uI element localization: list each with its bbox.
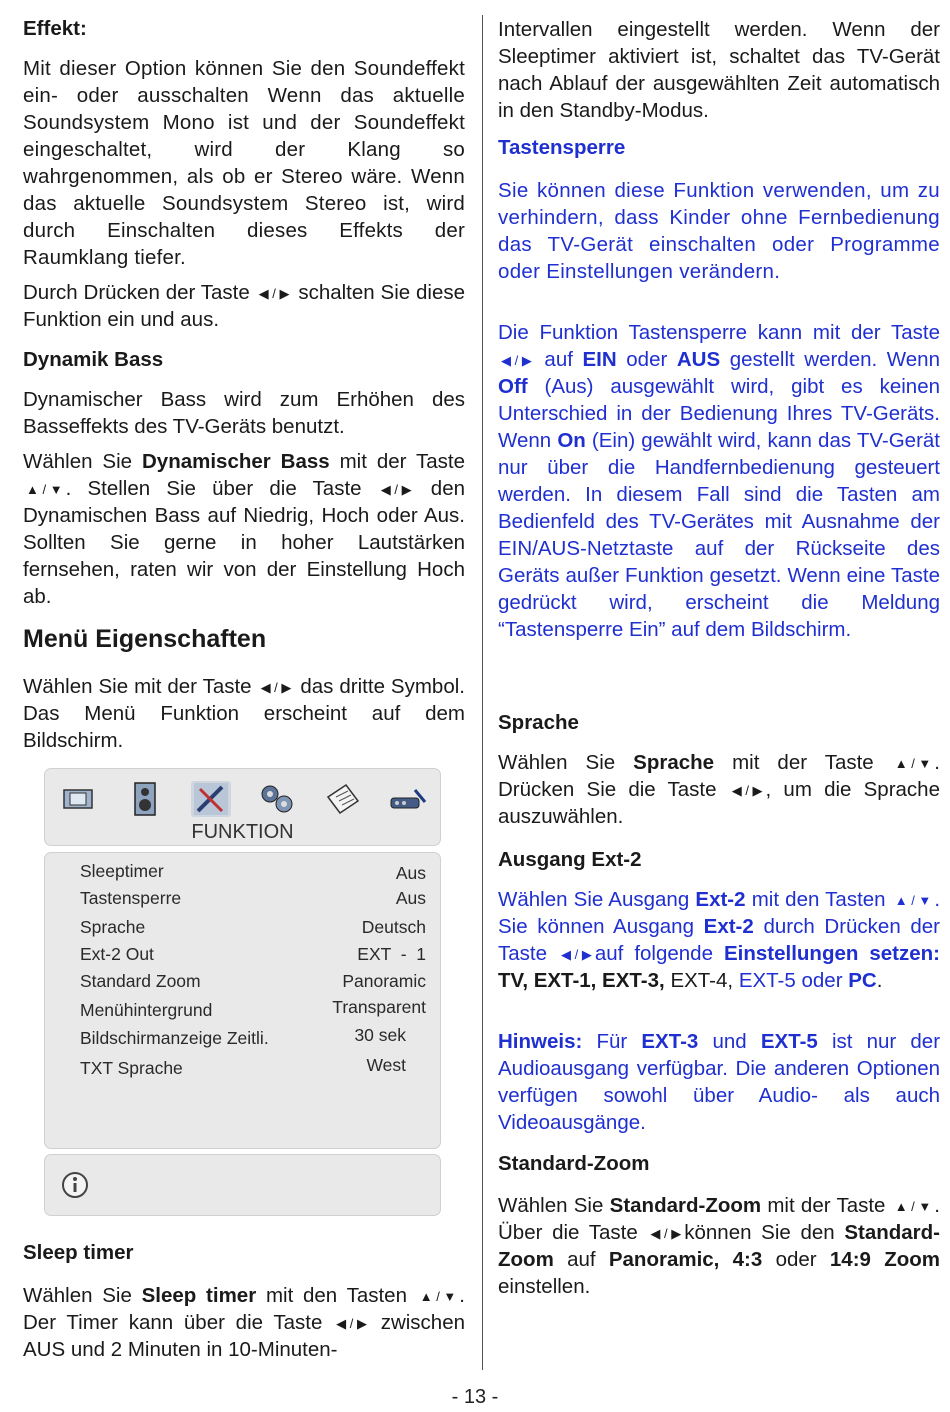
source-icon <box>389 781 429 817</box>
menu-heading: Menü Eigenschaften <box>23 625 267 653</box>
lock-paragraph: Sie können diese Funktion verwenden, um zu verhindern, dass Kinder ohne Fernbedienung das TV-Gerät einschalten oder Programme oder Einstellungen verändern. <box>498 179 940 283</box>
zoom-heading: Standard-Zoom <box>498 1152 650 1175</box>
up-down-arrow-icon: ▲ / ▼ <box>894 756 932 772</box>
menu-header-panel <box>44 768 441 846</box>
up-down-arrow-icon: ▲ / ▼ <box>26 482 63 498</box>
left-right-arrow-icon: ◀ / ▶ <box>731 783 763 799</box>
left-right-arrow-icon: ◀ / ▶ <box>650 1226 682 1242</box>
speaker-icon <box>125 781 165 817</box>
ext2-paragraph: Wählen Sie Ausgang Ext-2 mit den Tasten ▲ / ▼ . Sie können Ausgang Ext-2 durch Drücken der Taste ◀ / ▶ auf folgende Einstellungen setzen: TV, EXT-1, EXT-3, EXT-4, EXT-5 oder PC. <box>498 888 941 992</box>
left-right-arrow-icon: ◀ / ▶ <box>380 482 412 498</box>
ext2-note-paragraph: Hinweis: Für EXT-3 und EXT-5 ist nur der Audioausgang verfügbar. Die anderen Optionen verfügen sowohl über Audio- als auch Videoausgänge. <box>498 1030 941 1134</box>
left-right-arrow-icon: ◀ / ▶ <box>258 286 290 302</box>
ext2-heading: Ausgang Ext-2 <box>498 848 642 871</box>
sleep-paragraph: Wählen Sie Sleep timer mit den Tasten ▲ / ▼ . Der Timer kann über die Taste ◀ / ▶ zwischen AUS und 2 Minuten in 10-Minuten- <box>23 1284 465 1361</box>
language-paragraph: Wählen Sie Sprache mit der Taste ▲ / ▼ . Drücken Sie die Taste ◀ / ▶ , um die Sprache auszuwählen. <box>498 751 940 828</box>
bass-paragraph: Dynamischer Bass wird zum Erhöhen des Basseffekts des TV-Geräts benutzt. <box>23 388 465 438</box>
up-down-arrow-icon: ▲ / ▼ <box>419 1289 457 1305</box>
left-right-arrow-icon: ◀ / ▶ <box>501 353 532 369</box>
zoom-paragraph: Wählen Sie Standard-Zoom mit der Taste ▲ / ▼ . Über die Taste ◀ / ▶ können Sie den Standard-Zoom auf Panoramic, 4:3 oder 14:9 Zoom einstellen. <box>498 1194 941 1298</box>
left-right-arrow-icon: ◀ / ▶ <box>336 1316 367 1332</box>
gears-icon <box>257 781 297 817</box>
picture-icon <box>59 781 99 817</box>
bass-heading: Dynamik Bass <box>23 348 164 371</box>
tools-icon <box>191 781 231 817</box>
left-right-arrow-icon: ◀ / ▶ <box>561 947 592 963</box>
menu-settings-panel: Sleeptimer Aus Tastensperre Aus Sprache Deutsch Ext-2 Out EXT - 1 Standard Zoom Panoramic Menühintergrund Transparent Bildschirmanzeige Zeitli. 30 sek TXT Sprache West <box>44 852 441 1149</box>
sleep-heading: Sleep timer <box>23 1241 134 1264</box>
menu-paragraph: Wählen Sie mit der Taste ◀ / ▶ das dritte Symbol. Das Menü Funktion erscheint auf dem Bildschirm. <box>23 675 465 752</box>
effekt-heading: Effekt: <box>23 17 87 40</box>
menu-info-panel <box>44 1154 441 1216</box>
bass-select-paragraph: Wählen Sie Dynamischer Bass mit der Taste ▲ / ▼ . Stellen Sie über die Taste ◀ / ▶ den Dynamischen Bass auf Niedrig, Hoch oder Aus. Sollten Sie gerne in hoher Lautstärken fernsehen, raten wir von der Einstellung Hoch ab. <box>23 450 466 608</box>
effekt-paragraph: Mit dieser Option können Sie den Soundeffekt ein- oder ausschalten Wenn das aktuelle Soundsystem Mono ist und der Soundeffekt eingeschaltet, wird der Klang so wahrgenommen, als ob er Stereo wäre. Wenn das aktuelle Soundsystem Stereo ist, wird durch Einschalten dieses Effekts der Raumklang tiefer. <box>23 57 465 269</box>
menu-icon-bar <box>59 781 429 821</box>
funktion-menu-screenshot <box>22 768 444 1218</box>
column-divider <box>482 15 483 1370</box>
up-down-arrow-icon: ▲ / ▼ <box>894 893 932 909</box>
sleep-continued-paragraph: Intervallen eingestellt werden. Wenn der Sleeptimer aktiviert ist, schaltet das TV-Gerät nach Ablauf der ausgewählten Zeit automatisch in den Standby-Modus. <box>498 18 940 122</box>
document-icon <box>323 781 363 817</box>
up-down-arrow-icon: ▲ / ▼ <box>894 1199 932 1215</box>
left-right-arrow-icon: ◀ / ▶ <box>260 680 292 696</box>
lock-heading: Tastensperre <box>498 136 626 159</box>
lock-detail-paragraph: Die Funktion Tastensperre kann mit der Taste ◀ / ▶ auf EIN oder AUS gestellt werden. Wenn Off (Aus) ausgewählt wird, gibt es keinen Unterschied in der Bedienung Ihres TV-Geräts. Wenn On (Ein) gewählt wird, kann das TV-Gerät nur über die Handfernbedienung gesteuert werden. In diesem Fall sind die Tasten am Bedienfeld des TV-Gerätes mit Ausnahme der EIN/AUS-Netztaste auf der Rückseite des Geräts außer Funktion gesetzt. Wenn eine Taste gedrückt wird, erscheint die Meldung “Tastensperre Ein” auf dem Bildschirm. <box>498 321 941 641</box>
menu-title: FUNKTION <box>191 821 294 843</box>
effekt-toggle-paragraph: Durch Drücken der Taste ◀ / ▶ schalten Sie diese Funktion ein und aus. <box>23 281 465 331</box>
language-heading: Sprache <box>498 711 579 734</box>
page-number: - 13 - <box>451 1386 499 1408</box>
info-icon <box>61 1171 89 1204</box>
